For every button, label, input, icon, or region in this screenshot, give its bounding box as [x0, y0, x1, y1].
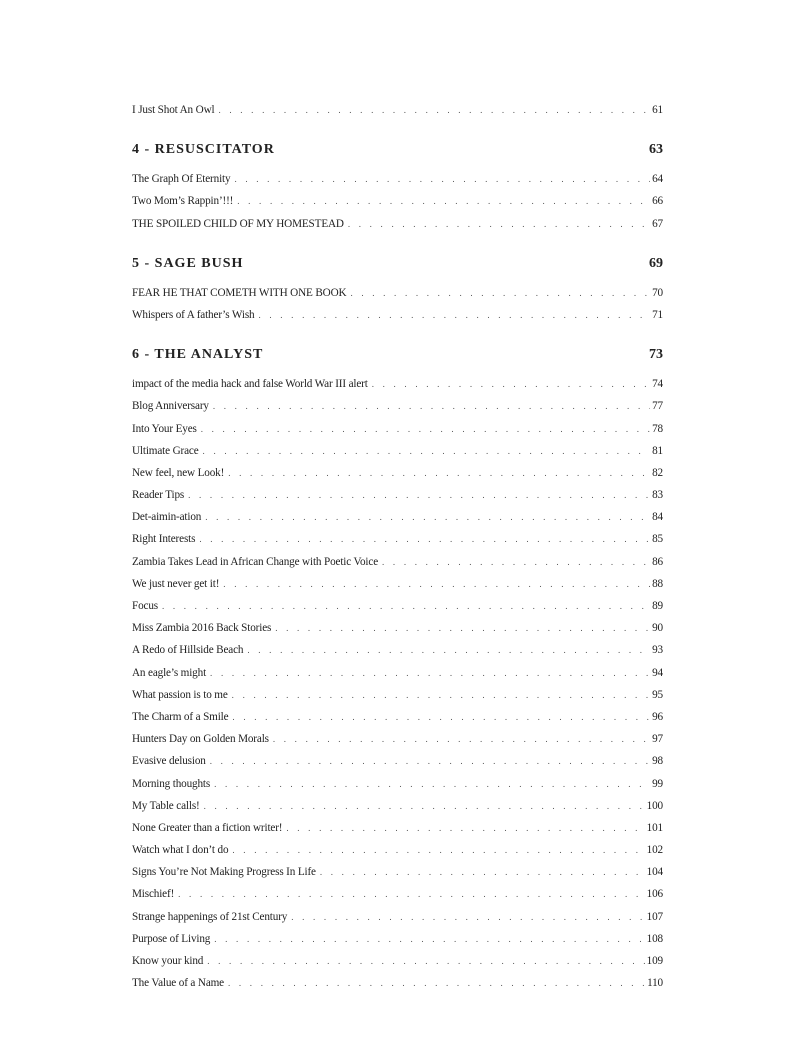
toc-entry-title: Blog Anniversary [132, 400, 209, 413]
dot-leader [291, 906, 644, 928]
toc-entry-page: 78 [652, 422, 663, 435]
dot-leader [199, 528, 650, 550]
toc-entry-title: I Just Shot An Owl [132, 104, 215, 116]
toc-entry-title: Morning thoughts [132, 777, 211, 790]
toc-entry[interactable] [132, 928, 663, 950]
toc-entry-title: Reader Tips [132, 489, 185, 502]
dot-leader [218, 99, 650, 121]
toc-entry[interactable] [132, 573, 663, 595]
toc-entry[interactable] [132, 282, 663, 304]
toc-entry[interactable] [132, 213, 663, 235]
toc-entry-title: Strange happenings of 21st Century [132, 910, 288, 923]
toc-entry-title: Know your kind [132, 955, 204, 967]
toc-entry-page: 97 [652, 733, 663, 746]
chapter-heading[interactable] [132, 139, 663, 161]
dot-leader [320, 861, 645, 883]
toc-entry[interactable] [132, 795, 663, 817]
toc-entry[interactable] [132, 750, 663, 772]
toc-entry-page: 98 [652, 755, 663, 768]
toc-entry[interactable] [132, 440, 663, 462]
toc-entry-page: 71 [652, 308, 663, 321]
toc-entry[interactable] [132, 861, 663, 883]
toc-entry-page: 107 [646, 910, 663, 923]
toc-entry-page: 86 [652, 555, 663, 568]
toc-entry-title: What passion is to me [132, 688, 228, 701]
toc-entry-title: Two Mom’s Rappin’!!! [132, 195, 234, 208]
toc-entry[interactable] [132, 418, 663, 440]
toc-entry-page: 67 [652, 217, 663, 230]
toc-entry-title: Det-aimin-ation [132, 511, 202, 524]
toc-entry[interactable] [132, 906, 663, 928]
toc-entry[interactable] [132, 528, 663, 550]
toc-entry-title: None Greater than a fiction writer! [132, 821, 283, 834]
toc-entry-page: 61 [652, 104, 663, 116]
toc-entry-title: Hunters Day on Golden Morals [132, 733, 269, 746]
toc-entry-title: Into Your Eyes [132, 422, 197, 435]
toc-entry-page: 102 [646, 844, 663, 857]
toc-entry-page: 101 [646, 821, 663, 834]
toc-entry[interactable] [132, 551, 663, 573]
toc-entry-page: 88 [652, 577, 663, 590]
toc-entry-page: 77 [652, 400, 663, 413]
dot-leader [188, 484, 650, 506]
toc-entry-page: 93 [652, 644, 663, 657]
dot-leader [273, 728, 650, 750]
toc-entry-page: 89 [652, 600, 663, 612]
dot-leader [178, 883, 645, 905]
toc-entry-page: 99 [652, 777, 663, 790]
dot-leader [232, 684, 650, 706]
toc-entry-title: Miss Zambia 2016 Back Stories [132, 622, 272, 635]
toc-entry-title: Signs You’re Not Making Progress In Life [132, 866, 316, 879]
toc-entry-page: 100 [646, 799, 663, 812]
toc-entry-title: Whispers of A father’s Wish [132, 308, 255, 321]
toc-entry-page: 74 [652, 378, 663, 391]
toc-entry-title: New feel, new Look! [132, 466, 225, 479]
toc-entry[interactable] [132, 950, 663, 972]
dot-leader [372, 373, 650, 395]
dot-leader [247, 639, 650, 661]
dot-leader [348, 213, 650, 235]
toc-entry[interactable] [132, 839, 663, 861]
toc-entry-title: The Charm of a Smile [132, 710, 229, 723]
toc-entry-title: Watch what I don’t do [132, 844, 229, 857]
toc-entry-page: 95 [652, 688, 663, 701]
chapter-heading[interactable] [132, 253, 663, 275]
dot-leader [213, 395, 650, 417]
toc-entry-page: 106 [646, 888, 663, 901]
toc-entry-page: 84 [652, 511, 663, 524]
toc-entry-page: 64 [652, 173, 663, 186]
toc-entry-title: Focus [132, 600, 158, 612]
dot-leader [210, 750, 650, 772]
dot-leader [205, 506, 650, 528]
toc-entry[interactable] [132, 617, 663, 639]
toc-entry-title: impact of the media hack and false World War III alert [132, 378, 368, 391]
toc-entry[interactable] [132, 168, 663, 190]
chapter-title: 4 - RESUSCITATOR [132, 142, 275, 158]
dot-leader [214, 928, 644, 950]
toc-entry-page: 66 [652, 195, 663, 208]
toc-entry-page: 81 [652, 444, 663, 457]
toc-entry-title: Zambia Takes Lead in African Change with Poetic Voice [132, 555, 379, 568]
toc-entry-title: Purpose of Living [132, 932, 211, 945]
dot-leader [228, 972, 645, 994]
toc-entry-page: 82 [652, 466, 663, 479]
dot-leader [237, 190, 650, 212]
toc-entry-page: 94 [652, 666, 663, 679]
dot-leader [382, 551, 650, 573]
toc-entry[interactable] [132, 190, 663, 212]
dot-leader [275, 617, 650, 639]
dot-leader [228, 462, 650, 484]
dot-leader [162, 595, 650, 617]
toc-entry[interactable] [132, 639, 663, 661]
toc-entry[interactable] [132, 662, 663, 684]
toc-entry-title: FEAR HE THAT COMETH WITH ONE BOOK [132, 286, 347, 299]
toc-entry-title: A Redo of Hillside Beach [132, 644, 244, 657]
toc-entry-page: 104 [646, 866, 663, 879]
chapter-page: 63 [649, 142, 663, 158]
toc-entry-page: 70 [652, 286, 663, 299]
dot-leader [214, 773, 650, 795]
dot-leader [203, 440, 651, 462]
dot-leader [204, 795, 645, 817]
chapter-title: 5 - SAGE BUSH [132, 255, 244, 271]
toc-entry-page: 96 [652, 710, 663, 723]
toc-entry[interactable] [132, 595, 663, 617]
dot-leader [207, 950, 644, 972]
dot-leader [234, 168, 650, 190]
toc-entry[interactable] [132, 706, 663, 728]
dot-leader [350, 282, 650, 304]
toc-entry[interactable] [132, 506, 663, 528]
toc-entry-title: Right Interests [132, 533, 196, 546]
toc-entry[interactable] [132, 462, 663, 484]
dot-leader [223, 573, 650, 595]
chapter-page: 73 [649, 347, 663, 363]
toc-entry[interactable] [132, 972, 663, 994]
toc-entry[interactable] [132, 484, 663, 506]
table-of-contents [132, 99, 663, 994]
toc-entry[interactable] [132, 373, 663, 395]
toc-entry-title: Evasive delusion [132, 755, 206, 768]
toc-entry-title: My Table calls! [132, 799, 200, 812]
toc-entry-page: 108 [646, 932, 663, 945]
toc-entry-page: 90 [652, 622, 663, 635]
toc-entry-title: Mischief! [132, 888, 175, 901]
toc-entry-page: 110 [647, 977, 663, 990]
toc-entry-page: 109 [646, 955, 663, 967]
dot-leader [286, 817, 644, 839]
dot-leader [258, 304, 650, 326]
toc-entry[interactable] [132, 99, 663, 121]
chapter-heading[interactable] [132, 344, 663, 366]
toc-entry[interactable] [132, 684, 663, 706]
toc-entry[interactable] [132, 304, 663, 326]
dot-leader [201, 418, 650, 440]
dot-leader [232, 839, 644, 861]
dot-leader [210, 662, 650, 684]
toc-entry-title: THE SPOILED CHILD OF MY HOMESTEAD [132, 217, 344, 230]
toc-entry[interactable] [132, 395, 663, 417]
toc-entry-title: Ultimate Grace [132, 444, 199, 457]
toc-entry-title: An eagle’s might [132, 666, 207, 679]
chapter-page: 69 [649, 255, 663, 271]
chapter-title: 6 - THE ANALYST [132, 347, 264, 363]
toc-entry[interactable] [132, 817, 663, 839]
toc-entry-page: 85 [652, 533, 663, 546]
toc-entry[interactable] [132, 728, 663, 750]
dot-leader [232, 706, 650, 728]
toc-entry-title: The Graph Of Eternity [132, 173, 231, 186]
toc-entry-title: We just never get it! [132, 577, 220, 590]
toc-entry[interactable] [132, 773, 663, 795]
toc-entry-title: The Value of a Name [132, 977, 224, 990]
toc-entry-page: 83 [652, 489, 663, 502]
toc-entry[interactable] [132, 883, 663, 905]
